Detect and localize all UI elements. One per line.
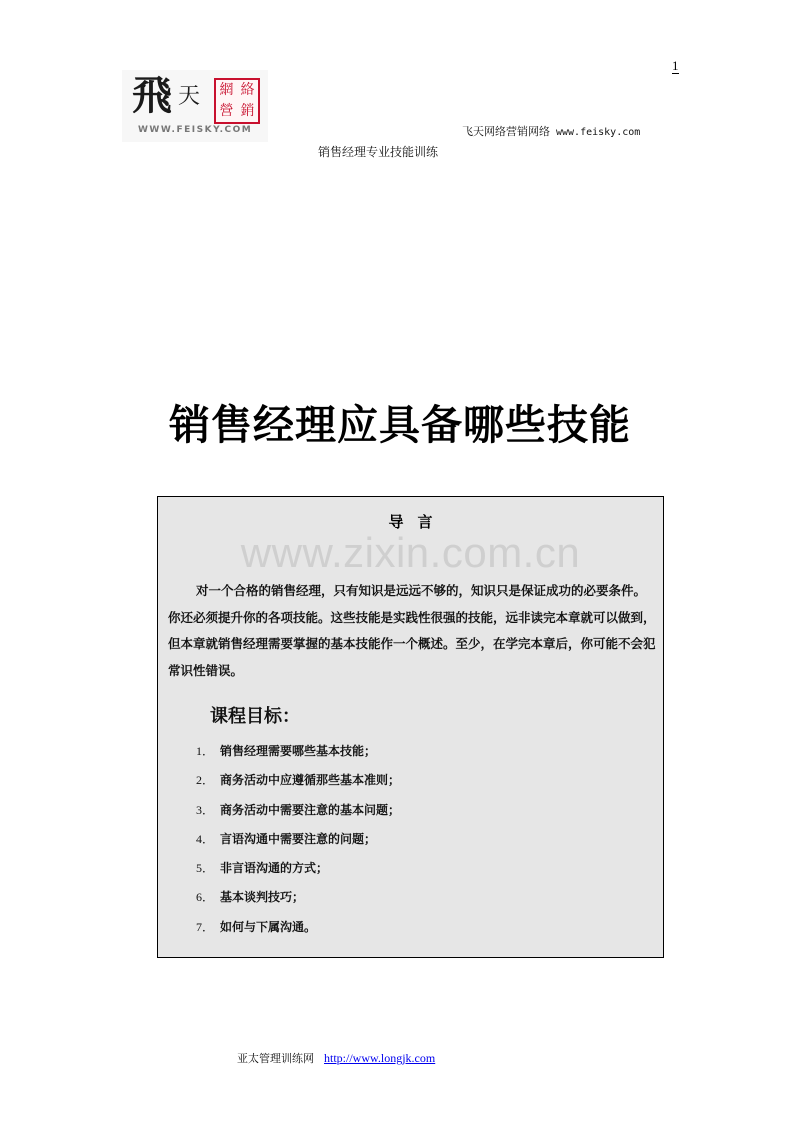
goals-heading: 课程目标： bbox=[210, 706, 300, 727]
list-item bbox=[196, 883, 400, 912]
list-item-text: 言语沟通中需要注意的问题； bbox=[220, 831, 377, 846]
list-item bbox=[196, 796, 400, 825]
list-item bbox=[196, 737, 400, 766]
list-item-text: 商务活动中应遵循那些基本准则； bbox=[220, 773, 401, 788]
list-item bbox=[196, 854, 400, 883]
list-item-text: 如何与下属沟通。 bbox=[220, 919, 317, 934]
list-item-text: 基本谈判技巧； bbox=[220, 890, 305, 905]
watermark: www.zixin.com.cn bbox=[240, 529, 581, 576]
list-item-number: 4． bbox=[196, 831, 215, 846]
list-item bbox=[196, 913, 400, 942]
list-item bbox=[196, 825, 400, 854]
list-item-number: 6． bbox=[196, 890, 215, 905]
goals-list bbox=[196, 737, 400, 942]
intro-box bbox=[157, 496, 664, 958]
logo-char-fei: 飛 bbox=[132, 72, 172, 119]
list-item-text: 非言语沟通的方式； bbox=[220, 861, 329, 876]
logo-seal bbox=[214, 78, 260, 124]
list-item-number: 3． bbox=[196, 802, 215, 817]
seal-char: 銷 bbox=[240, 103, 255, 119]
feisky-logo bbox=[122, 70, 268, 142]
intro-paragraph: 对一个合格的销售经理，只有知识是远远不够的，知识只是保证成功的必要条件。你还必须提升你的各项技能。这些技能是实践性很强的技能，远非读完本章就可以做到，但本章就销售经理需要掌握的基本技能作一个概述。至少，在学完本章后，你可能不会犯常识性错误。 bbox=[168, 583, 656, 678]
header-site-text: 飞天网络营销网络 bbox=[462, 125, 550, 138]
footer bbox=[237, 1050, 435, 1066]
list-item-text: 销售经理需要哪些基本技能； bbox=[220, 744, 377, 758]
list-item-number: 1． bbox=[196, 744, 215, 758]
document-title: 销售经理应具备哪些技能 bbox=[169, 401, 631, 449]
seal-char: 網 bbox=[219, 82, 234, 98]
header-site-url: www.feisky.com bbox=[556, 127, 641, 138]
list-item-number: 7． bbox=[196, 919, 215, 934]
logo-url: WWW.FEISKY.COM bbox=[138, 125, 253, 135]
footer-link[interactable]: http://www.longjk.com bbox=[324, 1051, 436, 1065]
intro-heading: 导言 bbox=[388, 513, 447, 531]
list-item bbox=[196, 766, 400, 795]
list-item-number: 5． bbox=[196, 861, 215, 876]
header-subtitle: 销售经理专业技能训练 bbox=[318, 145, 439, 159]
header-site-name bbox=[462, 123, 640, 139]
logo-char-tian: 天 bbox=[178, 84, 201, 109]
footer-site-name: 亚太管理训练网 bbox=[237, 1052, 314, 1065]
page-number: 1 bbox=[672, 58, 679, 73]
list-item-number: 2． bbox=[196, 773, 215, 788]
seal-char: 營 bbox=[219, 103, 234, 119]
list-item-text: 商务活动中需要注意的基本问题； bbox=[220, 802, 401, 817]
seal-char: 絡 bbox=[240, 82, 255, 98]
